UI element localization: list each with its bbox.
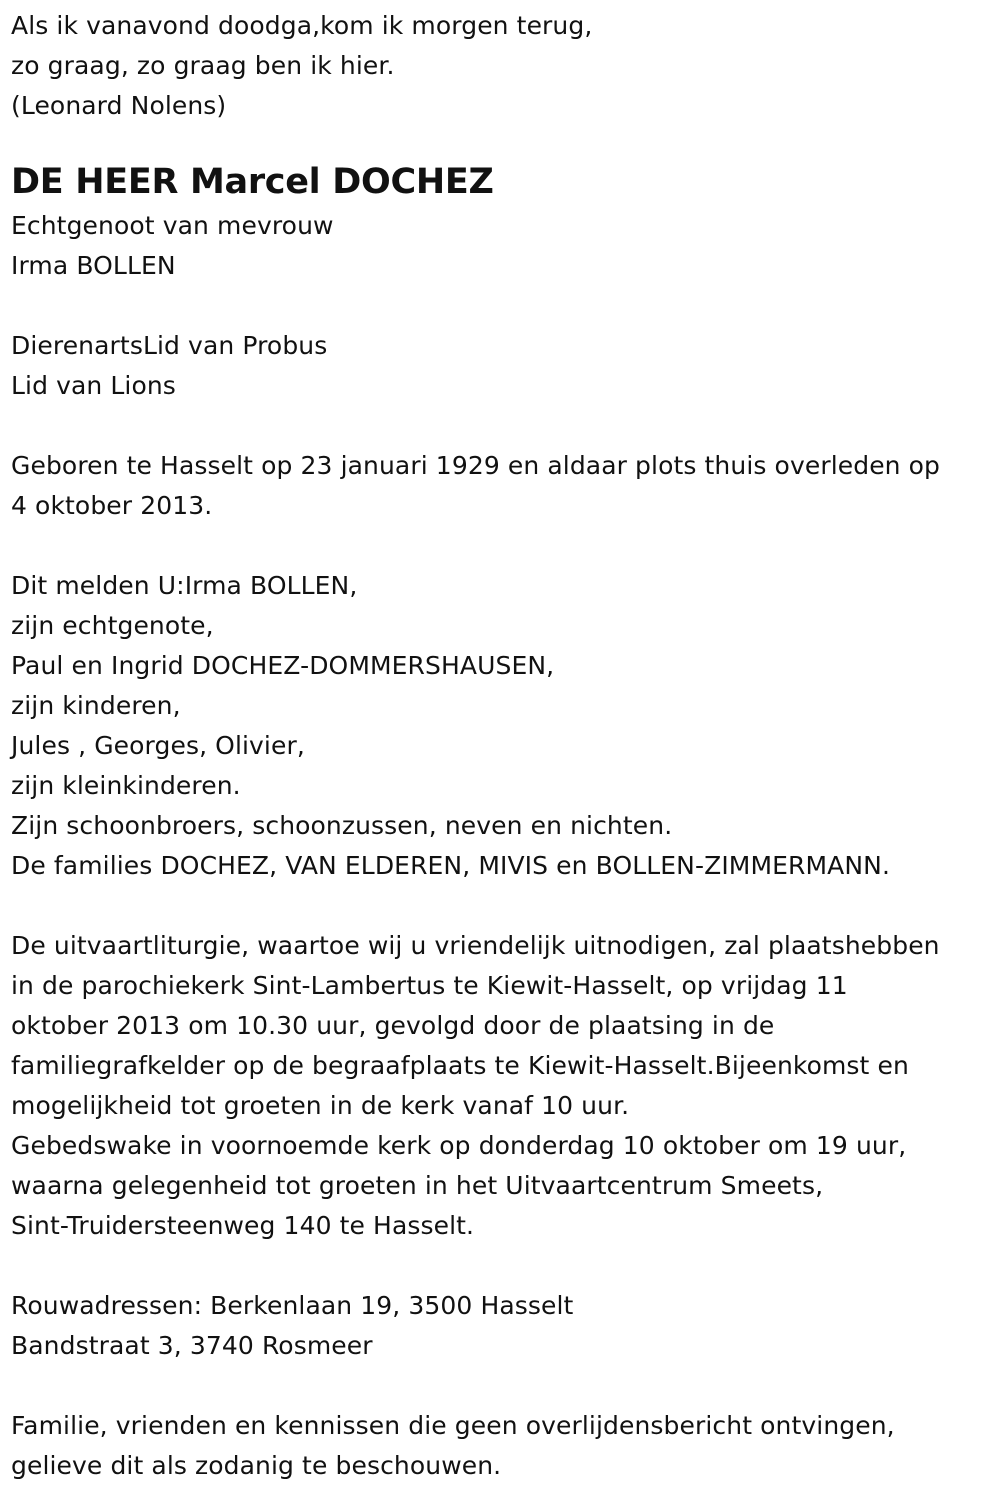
addresses-block [11, 1286, 989, 1366]
family-line: zijn kinderen, [11, 691, 181, 720]
ceremony-line: familiegrafkelder op de begraafplaats te Kiewit-Hasselt.Bijeenkomst en [11, 1051, 909, 1080]
ceremony-block [11, 926, 989, 1246]
deceased-name-title: DE HEER Marcel DOCHEZ [11, 162, 494, 202]
family-line: zijn kleinkinderen. [11, 771, 241, 800]
spouse-name: Irma BOLLEN [11, 251, 176, 280]
spacer [11, 526, 989, 566]
ceremony-line: Sint-Truidersteenweg 140 te Hasselt. [11, 1211, 475, 1240]
spacer [11, 406, 989, 446]
birth-death-block [11, 446, 989, 526]
closing-line: Familie, vrienden en kennissen die geen overlijdensbericht ontvingen, [11, 1411, 895, 1440]
family-line: De families DOCHEZ, VAN ELDEREN, MIVIS en BOLLEN-ZIMMERMANN. [11, 851, 891, 880]
spacer [11, 1366, 989, 1406]
closing-line: gelieve dit als zodanig te beschouwen. [11, 1451, 502, 1480]
roles-block [11, 326, 989, 406]
spacer [11, 886, 989, 926]
spacer [11, 1246, 989, 1286]
role-line: Lid van Lions [11, 371, 176, 400]
family-line: Paul en Ingrid DOCHEZ-DOMMERSHAUSEN, [11, 651, 555, 680]
family-line: Zijn schoonbroers, schoonzussen, neven en nichten. [11, 811, 673, 840]
ceremony-line: De uitvaartliturgie, waartoe wij u vriendelijk uitnodigen, zal plaatshebben [11, 931, 940, 960]
ceremony-line: in de parochiekerk Sint-Lambertus te Kiewit-Hasselt, op vrijdag 11 [11, 971, 848, 1000]
family-line: zijn echtgenote, [11, 611, 214, 640]
spouse-block [11, 206, 989, 286]
closing-block [11, 1406, 989, 1486]
birth-death-line: Geboren te Hasselt op 23 januari 1929 en aldaar plots thuis overleden op [11, 451, 941, 480]
address-line: Bandstraat 3, 3740 Rosmeer [11, 1331, 373, 1360]
ceremony-line: waarna gelegenheid tot groeten in het Uitvaartcentrum Smeets, [11, 1171, 824, 1200]
quote-line: zo graag, zo graag ben ik hier. [11, 51, 395, 80]
quote-line: Als ik vanavond doodga,kom ik morgen terug, [11, 11, 593, 40]
family-line: Jules , Georges, Olivier, [11, 731, 305, 760]
quote-block [11, 6, 989, 126]
quote-author: (Leonard Nolens) [11, 91, 227, 120]
spacer [11, 286, 989, 326]
address-line: Rouwadressen: Berkenlaan 19, 3500 Hasselt [11, 1291, 574, 1320]
family-block [11, 566, 989, 886]
family-line: Dit melden U:Irma BOLLEN, [11, 571, 358, 600]
ceremony-line: oktober 2013 om 10.30 uur, gevolgd door de plaatsing in de [11, 1011, 775, 1040]
ceremony-line: Gebedswake in voornoemde kerk op donderdag 10 oktober om 19 uur, [11, 1131, 907, 1160]
spouse-line: Echtgenoot van mevrouw [11, 211, 334, 240]
role-line: DierenartsLid van Probus [11, 331, 328, 360]
birth-death-line: 4 oktober 2013. [11, 491, 213, 520]
ceremony-line: mogelijkheid tot groeten in de kerk vanaf 10 uur. [11, 1091, 630, 1120]
